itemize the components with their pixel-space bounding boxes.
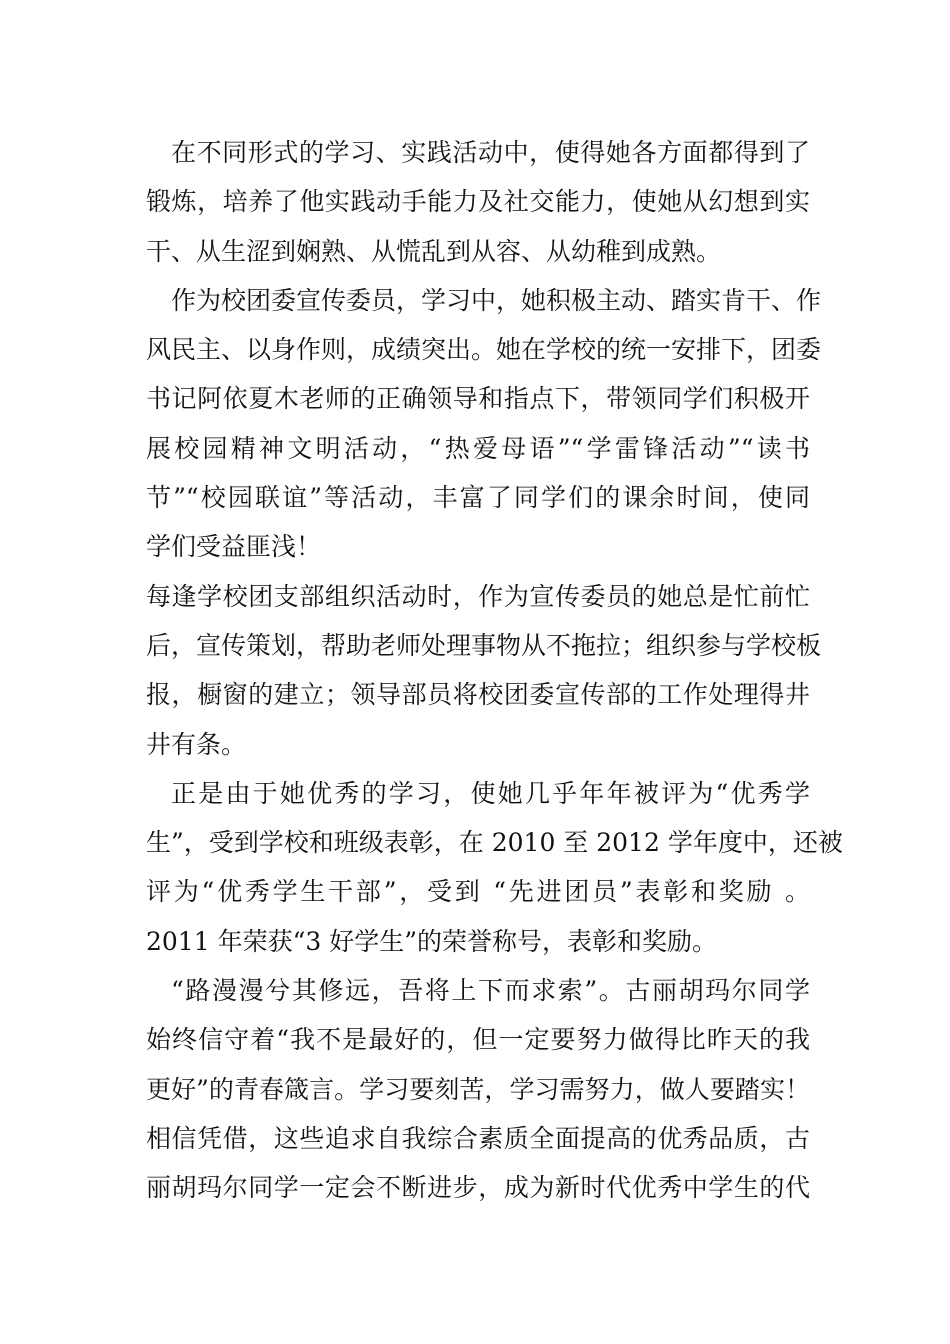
text-line: “路漫漫兮其修远，吾将上下而求索”。古丽胡玛尔同学: [171, 976, 810, 1006]
text-line: 锻炼，培养了他实践动手能力及社交能力，使她从幻想到实: [146, 187, 810, 217]
text-line: 在不同形式的学习、实践活动中，使得她各方面都得到了: [171, 138, 810, 167]
text-line: 始终信守着“我不是最好的，但一定要努力做得比昨天的我: [146, 1025, 810, 1055]
text-line: 每逢学校团支部组织活动时，作为宣传委员的她总是忙前忙: [146, 581, 810, 611]
text-line: 后，宣传策划，帮助老师处理事物从不拖拉；组织参与学校板: [146, 630, 822, 660]
text-line: 学们受益匪浅！: [146, 532, 322, 562]
text-line: 生”，受到学校和班级表彰，在 2010 至 2012 学年度中，还被: [146, 828, 843, 858]
text-line: 更好”的青春箴言。学习要刻苦，学习需努力，做人要踏实！: [146, 1074, 810, 1104]
text-line: 书记阿依夏木老师的正确领导和指点下，带领同学们积极开: [146, 384, 810, 414]
text-line: 报，橱窗的建立；领导部员将校团委宣传部的工作处理得井: [146, 680, 810, 710]
text-line: 风民主、以身作则，成绩突出。她在学校的统一安排下，团委: [146, 335, 822, 365]
text-line: 丽胡玛尔同学一定会不断进步，成为新时代优秀中学生的代: [146, 1173, 810, 1203]
text-line: 正是由于她优秀的学习，使她几乎年年被评为“优秀学: [171, 778, 810, 808]
text-line: 作为校团委宣传委员，学习中，她积极主动、踏实肯干、作: [171, 285, 822, 315]
text-line: 评为“优秀学生干部”，受到 “先进团员”表彰和奖励 。: [146, 877, 810, 907]
text-line: 节”“校园联谊”等活动，丰富了同学们的课余时间，使同: [146, 483, 810, 513]
text-line: 相信凭借，这些追求自我综合素质全面提高的优秀品质，古: [146, 1123, 810, 1153]
text-line: 干、从生涩到娴熟、从慌乱到从容、从幼稚到成熟。: [146, 236, 722, 266]
text-line: 2011 年荣获“3 好学生”的荣誉称号，表彰和奖励。: [146, 926, 717, 956]
text-line: 井有条。: [146, 729, 247, 759]
body-text: [146, 128, 843, 1213]
text-line: 展校园精神文明活动，“热爱母语”“学雷锋活动”“读书: [146, 433, 810, 463]
